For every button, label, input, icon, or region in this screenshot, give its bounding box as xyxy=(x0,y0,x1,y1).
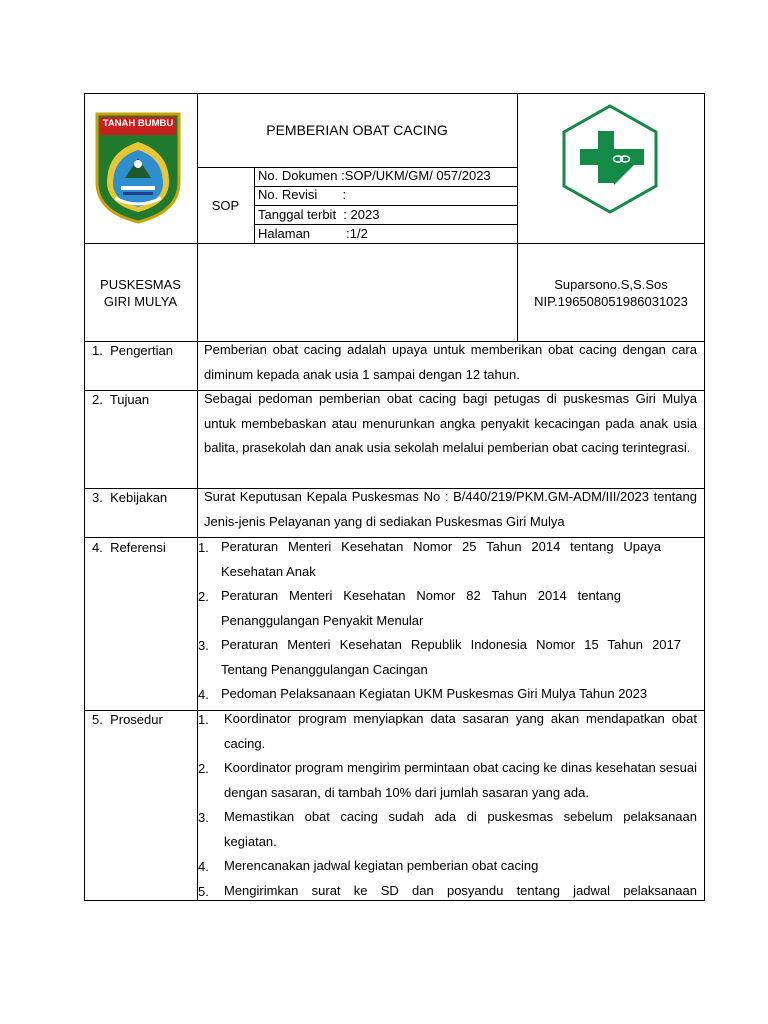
organization-name xyxy=(84,276,197,310)
prosedur-item: Koordinator program mengirim permintaan obat cacing ke dinas kesehatan sesuai dengan sasaran, di tambah 10% dari jumlah sasaran yang ada. xyxy=(224,760,697,800)
referensi-number: 2. xyxy=(198,589,209,604)
doc-row-divider xyxy=(254,224,517,225)
referensi-number: 4. xyxy=(198,687,209,702)
header-divider xyxy=(84,243,705,244)
prosedur-item: Memastikan obat cacing sudah ada di puskesmas sebelum pelaksanaan kegiatan. xyxy=(224,809,697,849)
referensi-number: 3. xyxy=(198,638,209,653)
referensi-number: 1. xyxy=(198,540,209,555)
organization-line-2: GIRI MULYA xyxy=(103,294,178,309)
prosedur-item: Merencanakan jadwal kegiatan pemberian obat cacing xyxy=(224,858,539,873)
signer-name: Suparsono.S,S.Sos xyxy=(554,277,668,292)
doc-number: No. Dokumen :SOP/UKM/GM/ 057/2023 xyxy=(258,168,491,183)
doc-page: Halaman :1/2 xyxy=(258,226,368,241)
section-text-pengertian: Pemberian obat cacing adalah upaya untuk memberikan obat cacing dengan cara diminum kepada anak usia 1 sampai dengan 12 tahun. xyxy=(204,342,697,382)
doc-revision: No. Revisi : xyxy=(258,187,347,202)
prosedur-number: 1. xyxy=(198,712,209,727)
signer-nip: NIP.196508051986031023 xyxy=(534,294,688,309)
section-label-kebijakan: 3. Kebijakan xyxy=(92,490,168,505)
logo-text: TANAH BUMBU xyxy=(102,118,174,129)
section-label-pengertian: 1. Pengertian xyxy=(92,343,173,358)
prosedur-number: 5. xyxy=(198,884,209,899)
section-label-tujuan: 2. Tujuan xyxy=(92,392,150,407)
prosedur-number: 2. xyxy=(198,761,209,776)
puskesmas-logo xyxy=(560,103,660,215)
referensi-item: Peraturan Menteri Kesehatan Republik Indonesia Nomor 15 Tahun 2017 Tentang Penanggulangan Cacingan xyxy=(221,637,681,677)
sop-label: SOP xyxy=(211,198,240,213)
referensi-item: Peraturan Menteri Kesehatan Nomor 25 Tahun 2014 tentang Upaya Kesehatan Anak xyxy=(221,539,661,579)
column-divider xyxy=(197,93,198,901)
section-text-tujuan: Sebagai pedoman pemberian obat cacing bagi petugas di puskesmas Giri Mulya untuk membebaskan atau menurunkan angka penyakit kecacingan pada anak usia balita, prasekolah dan anak usia sekolah melalui pemberian obat cacing terintegrasi. xyxy=(204,391,697,455)
prosedur-number: 3. xyxy=(198,810,209,825)
doc-publish-date: Tanggal terbit : 2023 xyxy=(258,207,380,222)
signer-block xyxy=(517,276,705,310)
prosedur-item: Koordinator program menyiapkan data sasaran yang akan mendapatkan obat cacing. xyxy=(224,711,697,751)
referensi-item: Pedoman Pelaksanaan Kegiatan UKM Puskesmas Giri Mulya Tahun 2023 xyxy=(221,686,648,701)
section-label-referensi: 4. Referensi xyxy=(92,540,166,555)
organization-line-1: PUSKESMAS xyxy=(100,277,181,292)
referensi-item: Peraturan Menteri Kesehatan Nomor 82 Tahun 2014 tentang Penanggulangan Penyakit Menular xyxy=(221,588,621,628)
document-title: PEMBERIAN OBAT CACING xyxy=(266,122,448,138)
prosedur-number: 4. xyxy=(198,859,209,874)
prosedur-item: Mengirimkan surat ke SD dan posyandu tentang jadwal pelaksanaan xyxy=(224,883,697,898)
doc-row-divider xyxy=(254,205,517,206)
section-label-prosedur: 5. Prosedur xyxy=(92,712,163,727)
section-text-kebijakan: Surat Keputusan Kepala Puskesmas No : B/440/219/PKM.GM-ADM/III/2023 tentang Jenis-jenis Pelayanan yang di sediakan Puskesmas Giri Mulya xyxy=(204,489,697,529)
